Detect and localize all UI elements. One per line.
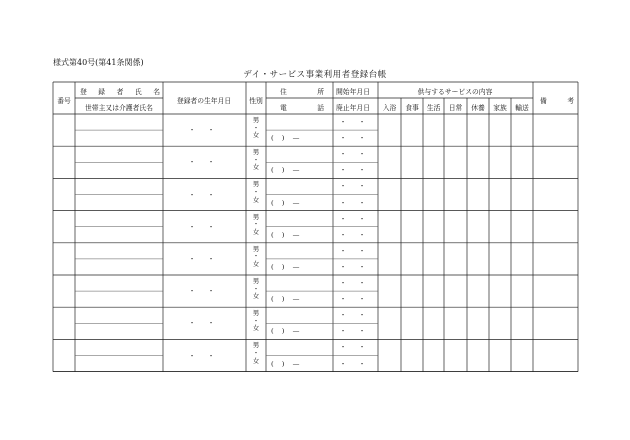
header-sex: 性別: [249, 97, 263, 105]
birthdate-dots: ・ ・: [188, 190, 220, 199]
header-start-date: 開始年月日: [336, 88, 370, 96]
start-date-dots: ・ ・: [339, 214, 371, 223]
sex-options: [251, 278, 261, 301]
sex-separator: ・: [252, 284, 260, 293]
birthdate-dots: ・ ・: [188, 351, 220, 360]
birthdate-dots: ・ ・: [188, 319, 220, 328]
sex-male: 男: [252, 116, 260, 124]
sex-male: 男: [252, 212, 260, 221]
start-date-dots: ・ ・: [339, 279, 371, 287]
sex-female: 女: [252, 356, 260, 365]
end-date-dots: ・ ・: [339, 359, 371, 368]
phone-format: ( ) —: [271, 134, 303, 143]
sex-male: 男: [252, 244, 260, 253]
sex-female: 女: [252, 131, 260, 140]
end-date-dots: ・ ・: [339, 198, 371, 207]
birthdate-dots: ・ ・: [188, 126, 220, 135]
header-householder-name: 世帯主又は介護者氏名: [85, 104, 153, 112]
end-date-dots: ・ ・: [339, 166, 371, 175]
sex-male: 男: [252, 277, 260, 285]
header-birthdate: 登録者の生年月日: [176, 97, 232, 105]
sex-female: 女: [252, 163, 260, 172]
sex-separator: ・: [252, 252, 260, 261]
header-service-3: 日常: [448, 104, 463, 112]
sex-male: 男: [252, 148, 260, 157]
sex-female: 女: [252, 227, 260, 236]
phone-format: ( ) —: [271, 327, 303, 336]
start-date-dots: ・ ・: [339, 246, 371, 255]
phone-format: ( ) —: [271, 198, 303, 207]
sex-male: 男: [252, 180, 260, 189]
header-service-2: 生活: [426, 104, 441, 112]
birthdate-dots: ・ ・: [188, 287, 220, 296]
header-end-date: 廃止年月日: [336, 104, 370, 112]
end-date-dots: ・ ・: [339, 134, 371, 143]
end-date-dots: ・ ・: [339, 327, 371, 336]
sex-male: 男: [252, 309, 260, 318]
end-date-dots: ・ ・: [339, 295, 371, 304]
sex-separator: ・: [252, 316, 260, 325]
phone-format: ( ) —: [271, 230, 303, 239]
sex-male: 男: [252, 341, 260, 350]
sex-female: 女: [252, 324, 260, 333]
sex-female: 女: [252, 259, 260, 268]
phone-format: ( ) —: [271, 166, 303, 175]
header-service-1: 食事: [405, 104, 419, 112]
sex-options: [251, 310, 261, 333]
sex-options: [251, 246, 261, 269]
birthdate-dots: ・ ・: [188, 158, 220, 167]
start-date-dots: ・ ・: [339, 118, 371, 126]
end-date-dots: ・ ・: [339, 262, 371, 271]
sex-options: [251, 181, 261, 204]
document-title: デイ・サービス事業利用者登録台帳: [243, 70, 387, 80]
sex-separator: ・: [252, 220, 260, 229]
sex-female: 女: [252, 292, 260, 301]
sex-female: 女: [252, 195, 260, 204]
header-service-0: 入浴: [382, 104, 397, 112]
sex-options: [251, 342, 261, 365]
header-address: 住 所: [280, 88, 324, 96]
start-date-dots: ・ ・: [339, 182, 371, 191]
sex-separator: ・: [252, 348, 260, 357]
birthdate-dots: ・ ・: [188, 254, 220, 263]
header-number: 番号: [57, 97, 71, 105]
sex-options: [251, 214, 261, 237]
end-date-dots: ・ ・: [339, 230, 371, 239]
header-service-4: 休養: [471, 104, 485, 112]
phone-format: ( ) —: [271, 262, 303, 271]
form-number: 様式第40号(第41条関係): [53, 58, 144, 67]
sex-options: [251, 117, 261, 140]
phone-format: ( ) —: [271, 359, 303, 368]
header-remarks: 備 考: [540, 97, 574, 105]
start-date-dots: ・ ・: [339, 311, 371, 320]
phone-format: ( ) —: [271, 295, 303, 304]
birthdate-dots: ・ ・: [188, 222, 220, 231]
start-date-dots: ・ ・: [339, 150, 371, 159]
header-registrant-name: 登 録 者 氏 名: [80, 88, 160, 96]
sex-separator: ・: [252, 155, 260, 164]
start-date-dots: ・ ・: [339, 343, 371, 352]
header-service-6: 輸送: [515, 104, 529, 112]
header-service-5: 家族: [493, 104, 507, 112]
sex-separator: ・: [252, 123, 260, 132]
sex-separator: ・: [252, 187, 260, 196]
header-services-group: 供与するサービスの内容: [417, 88, 493, 96]
header-phone: 電 話: [280, 104, 324, 112]
sex-options: [251, 149, 261, 172]
